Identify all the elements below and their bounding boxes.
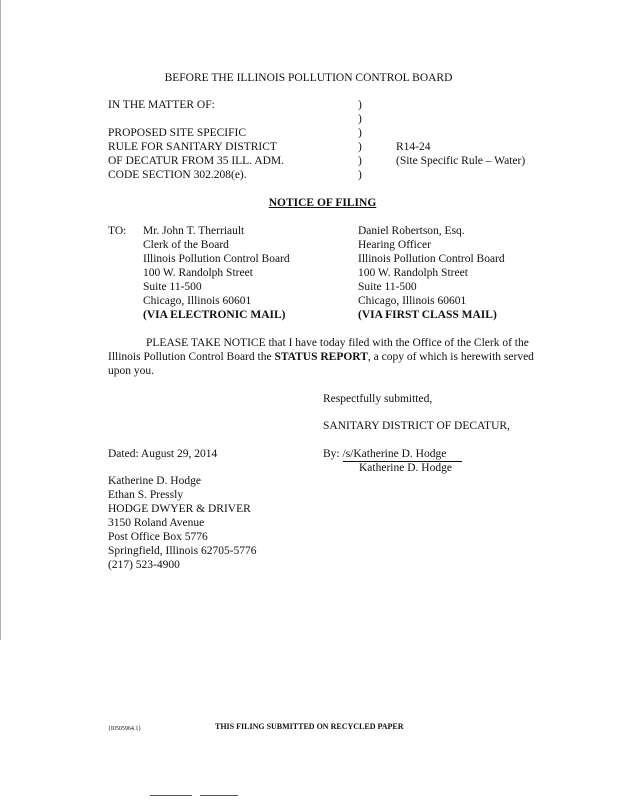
recycled-paper-note: THIS FILING SUBMITTED ON RECYCLED PAPER [215, 722, 404, 731]
caption-paren: ) [358, 113, 362, 125]
recipient-line: Mr. John T. Therriault [143, 225, 245, 237]
counsel-line: HODGE DWYER & DRIVER [108, 503, 251, 515]
recipient-line: Illinois Pollution Control Board [143, 253, 290, 265]
scan-mark [200, 795, 238, 796]
notice-paragraph [108, 336, 538, 378]
recipient-line: Illinois Pollution Control Board [358, 253, 505, 265]
caption-paren: ) [358, 169, 362, 181]
caption-matter: IN THE MATTER OF: [108, 99, 215, 111]
caption-paren: ) [358, 99, 362, 111]
by-label: By: [323, 448, 340, 460]
delivery-method: (VIA ELECTRONIC MAIL) [143, 309, 286, 321]
board-title: BEFORE THE ILLINOIS POLLUTION CONTROL BOARD [164, 72, 453, 84]
case-type: (Site Specific Rule – Water) [396, 155, 526, 167]
caption-line-4: CODE SECTION 302.208(e). [108, 169, 247, 181]
recipient-line: Chicago, Illinois 60601 [358, 295, 467, 307]
document-name: STATUS REPORT [274, 351, 368, 363]
date-line: Dated: August 29, 2014 [108, 448, 218, 460]
document-code: {I0505964.1} [108, 726, 142, 732]
to-label: TO: [108, 225, 127, 237]
counsel-line: Katherine D. Hodge [108, 475, 201, 487]
recipient-clerk [143, 224, 290, 322]
counsel-line: 3150 Roland Avenue [108, 517, 205, 529]
recipient-line: Hearing Officer [358, 239, 431, 251]
recipient-line: 100 W. Randolph Street [358, 267, 468, 279]
caption-paren: ) [358, 127, 362, 139]
signature-line [323, 447, 462, 462]
page-edge [0, 0, 1, 640]
closing: Respectfully submitted, [323, 393, 433, 405]
body-text-end: , a copy of which is herewith served upon you. [108, 351, 534, 377]
recipient-line: Suite 11-500 [143, 281, 202, 293]
caption-line-3: OF DECATUR FROM 35 ILL. ADM. [108, 155, 285, 167]
counsel-line: Springfield, Illinois 62705-5776 [108, 545, 257, 557]
submitting-entity: SANITARY DISTRICT OF DECATUR, [323, 420, 510, 432]
counsel-line: (217) 523-4900 [108, 559, 180, 571]
recipient-line: Daniel Robertson, Esq. [358, 225, 465, 237]
counsel-block [108, 474, 257, 572]
recipient-hearing-officer [358, 224, 505, 322]
counsel-line: Ethan S. Pressly [108, 489, 184, 501]
case-number: R14-24 [396, 141, 431, 153]
body-text: PLEASE TAKE NOTICE that I have today filed with the Office of the Clerk of the Illinois Pollution Control Board the [108, 337, 529, 363]
caption-paren: ) [358, 141, 362, 153]
recipient-line: Chicago, Illinois 60601 [143, 295, 252, 307]
recipient-line: Suite 11-500 [358, 281, 417, 293]
counsel-line: Post Office Box 5776 [108, 531, 208, 543]
caption-line-1: PROPOSED SITE SPECIFIC [108, 127, 247, 139]
signer-name: Katherine D. Hodge [359, 462, 452, 474]
caption-line-2: RULE FOR SANITARY DISTRICT [108, 141, 277, 153]
recipient-line: 100 W. Randolph Street [143, 267, 253, 279]
caption-paren: ) [358, 155, 362, 167]
delivery-method: (VIA FIRST CLASS MAIL) [358, 309, 497, 321]
notice-title: NOTICE OF FILING [268, 197, 377, 209]
signature: /s/Katherine D. Hodge [343, 447, 462, 462]
scan-mark [150, 795, 192, 796]
recipient-line: Clerk of the Board [143, 239, 229, 251]
